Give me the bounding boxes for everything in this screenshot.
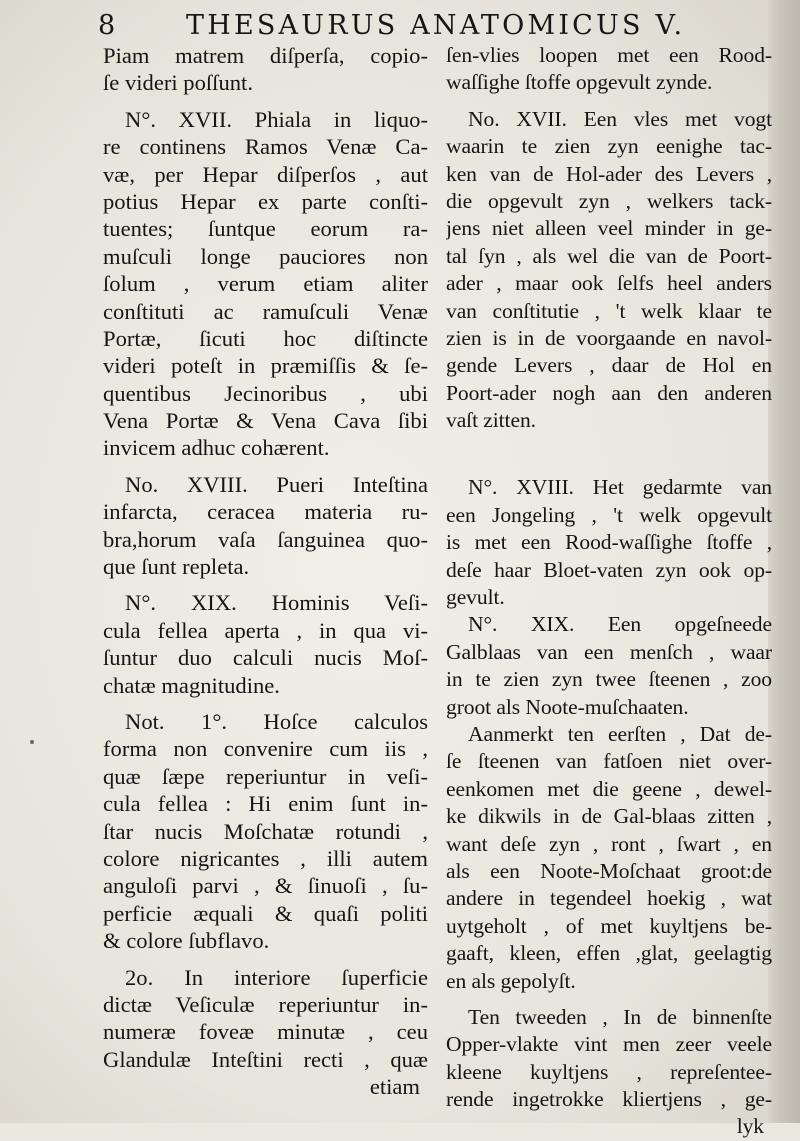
dutch-text-line: een Jongeling , 't welk opgevult: [446, 502, 772, 527]
ink-spot: [30, 740, 34, 744]
latin-text-line: væ, per Hepar diſperſos , aut: [103, 161, 428, 187]
dutch-text-line: N°. XIX. Een opgeſneede: [468, 612, 772, 637]
latin-text-line: 2o. In interiore ſuperficie: [125, 964, 428, 990]
dutch-text-line: vaſt zitten.: [446, 408, 536, 433]
dutch-text-line: van conſtitutie , 't welk klaar te: [446, 298, 772, 323]
dutch-text-line: in te zien zyn twee ſteenen , zoo: [446, 667, 772, 692]
dutch-text-line: N°. XVIII. Het gedarmte van: [468, 475, 772, 500]
dutch-text-line: ſe ſteenen van fatſoen niet over-: [446, 749, 772, 774]
page-number: 8: [98, 10, 117, 41]
dutch-text-line: lyk: [736, 1114, 764, 1139]
dutch-text-line: Galblaas van een menſch , waar: [446, 639, 772, 664]
latin-text-line: Piam matrem diſperſa, copio-: [103, 43, 428, 68]
dutch-text-line: gende Levers , daar de Hol en: [446, 353, 772, 378]
dutch-text-line: is met een Rood-waſſighe ſtoffe ,: [446, 530, 772, 555]
paragraph-gap: [446, 434, 772, 474]
latin-text-line: numeræ foveæ minutæ , ceu: [103, 1019, 428, 1045]
latin-text-line: N°. XVII. Phiala in liquo-: [125, 106, 428, 132]
paragraph-gap: [103, 580, 428, 589]
adjacent-page-edge: [768, 0, 800, 1123]
latin-text-line: ſtar nucis Moſchatæ rotundi ,: [103, 818, 428, 844]
dutch-text-line: waſſighe ſtoffe opgevult zynde.: [446, 70, 713, 95]
latin-text-line: Vena Portæ & Vena Cava ſibi: [103, 408, 428, 434]
latin-text-line: quæ ſæpe reperiuntur in veſi-: [103, 763, 428, 789]
dutch-text-line: Poort-ader nogh aan den anderen: [446, 380, 772, 405]
paragraph-gap: [103, 462, 428, 471]
latin-text-line: Not. 1°. Hoſce calculos: [125, 708, 428, 734]
paragraph-gap: [446, 995, 772, 1004]
latin-text-line: anguloſi parvi , & ſinuoſi , ſu-: [103, 873, 428, 899]
dutch-text-line: gaaft, kleen, effen ,glat, geelagtig: [446, 941, 772, 966]
latin-text-line: etiam: [369, 1074, 420, 1100]
dutch-text-line: uytgeholt , of met kuyltjens be-: [446, 913, 772, 938]
dutch-text-line: No. XVII. Een vles met vogt: [468, 106, 772, 131]
latin-text-line: invicem adhuc cohærent.: [103, 435, 330, 461]
latin-text-line: No. XVIII. Pueri Inteſtina: [125, 471, 428, 497]
dutch-text-line: gevult.: [446, 585, 505, 610]
latin-text-line: ſe videri poſſunt.: [103, 70, 253, 96]
latin-text-line: N°. XIX. Hominis Veſi-: [125, 590, 428, 616]
paragraph-gap: [103, 97, 428, 106]
latin-text-line: ſuntur duo calculi nucis Moſ-: [103, 645, 428, 671]
running-title: THESAURUS ANATOMICUS V.: [186, 10, 686, 41]
dutch-text-line: rende ingetrokke kliertjens , ge-: [446, 1087, 772, 1112]
dutch-text-line: eenkomen met die geene , dewel-: [446, 776, 772, 801]
latin-text-line: re continens Ramos Venæ Ca-: [103, 134, 428, 160]
dutch-text-line: ader , maar ook ſelfs heel anders: [446, 271, 772, 296]
paragraph-gap: [103, 699, 428, 708]
latin-text-line: Glandulæ Inteſtini recti , quæ: [103, 1046, 428, 1072]
paragraph-gap: [103, 955, 428, 964]
page-header: [98, 10, 778, 42]
latin-text-line: cula fellea aperta , in qua vi-: [103, 617, 428, 643]
dutch-text-line: kleene kuyltjens , repreſentee-: [446, 1059, 772, 1084]
latin-text-line: muſculi longe pauciores non: [103, 243, 428, 269]
latin-text-line: videri poteſt in præmiſſis & ſe-: [103, 353, 428, 379]
latin-text-line: dictæ Veſiculæ reperiuntur in-: [103, 991, 428, 1017]
latin-text-line: chatæ magnitudine.: [103, 672, 280, 698]
latin-text-line: forma non convenire cum iis ,: [103, 736, 428, 762]
dutch-text-line: ſen-vlies loopen met een Rood-: [446, 43, 772, 67]
latin-text-line: infarcta, ceracea materia ru-: [103, 499, 428, 525]
dutch-text-line: want deſe zyn , ront , ſwart , en: [446, 831, 772, 856]
latin-text-line: que ſunt repleta.: [103, 554, 250, 580]
latin-text-line: colore nigricantes , illi autem: [103, 845, 428, 871]
latin-text-line: conſtituti ac ramuſculi Venæ: [103, 298, 428, 324]
latin-text-line: cula fellea : Hi enim ſunt in-: [103, 791, 428, 817]
dutch-text-line: andere in tegendeel hoekig , wat: [446, 886, 772, 911]
latin-text-line: tuentes; ſuntque eorum ra-: [103, 216, 428, 242]
latin-text-line: potius Hepar ex parte conſti-: [103, 188, 428, 214]
latin-text-line: ſolum , verum etiam aliter: [103, 271, 428, 297]
latin-text-line: Portæ, ſicuti hoc diſtincte: [103, 325, 428, 351]
latin-text-line: & colore ſubflavo.: [103, 928, 270, 954]
dutch-column: [446, 42, 772, 1141]
latin-text-line: perficie æquali & quaſi politi: [103, 900, 428, 926]
dutch-text-line: groot als Noote-muſchaaten.: [446, 694, 689, 719]
latin-text-line: bra,horum vaſa ſanguinea quo-: [103, 526, 428, 552]
dutch-text-line: zien is in de voorgaande en navol-: [446, 325, 772, 350]
dutch-text-line: Ten tweeden , In de binnenſte: [468, 1004, 772, 1029]
dutch-text-line: die opgevult zyn , welkers tack-: [446, 188, 772, 213]
dutch-text-line: waarin te zien zyn eenighe tac-: [446, 134, 772, 159]
latin-column: [103, 42, 428, 1100]
dutch-text-line: als een Noote-Moſchaat groot:de: [446, 858, 772, 883]
dutch-text-line: tal ſyn , als wel die van de Poort-: [446, 243, 772, 268]
dutch-text-line: deſe haar Bloet-vaten zyn ook op-: [446, 557, 772, 582]
dutch-text-line: Aanmerkt ten eerſten , Dat de-: [468, 721, 772, 746]
dutch-text-line: en als gepolyſt.: [446, 968, 576, 993]
dutch-text-line: ken van de Hol-ader des Levers ,: [446, 161, 772, 186]
dutch-text-line: jens niet alleen veel minder in ge-: [446, 216, 772, 241]
paragraph-gap: [446, 97, 772, 106]
latin-text-line: quentibus Jecinoribus , ubi: [103, 380, 428, 406]
dutch-text-line: Opper-vlakte vint men zeer veele: [446, 1032, 772, 1057]
dutch-text-line: ke dikwils in de Gal-blaas zitten ,: [446, 804, 772, 829]
